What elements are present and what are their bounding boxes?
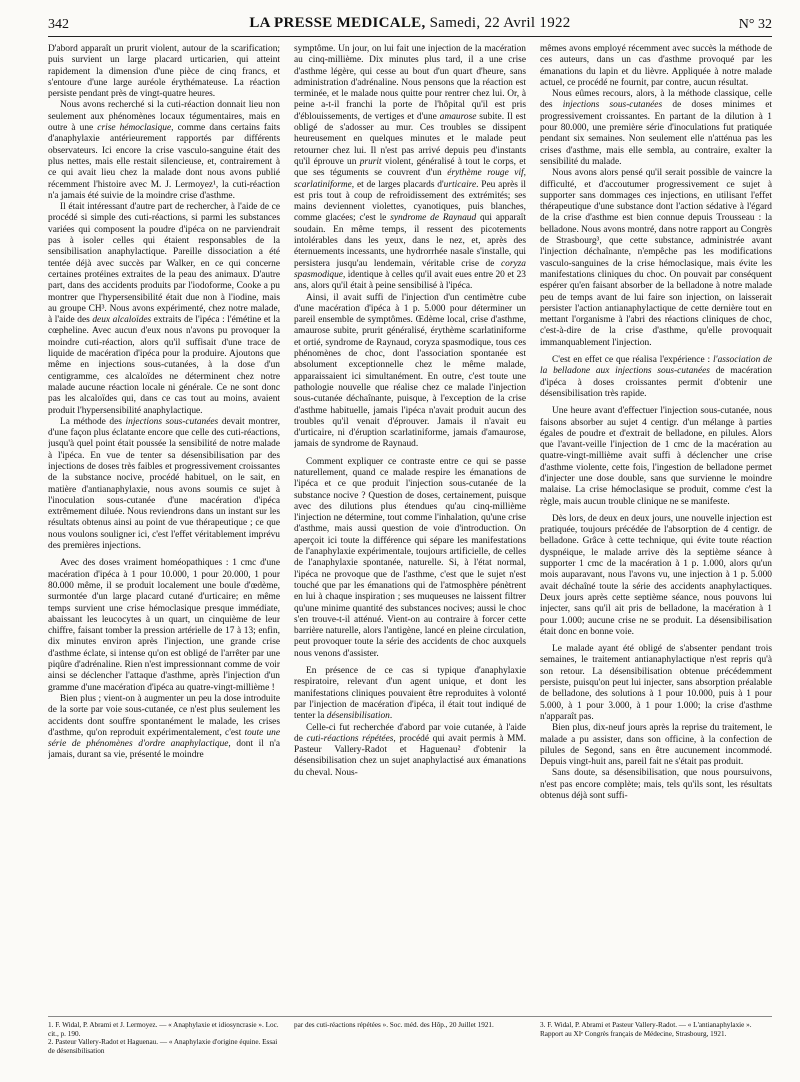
paragraph: Bien plus, dix-neuf jours après la reprise du traitement, le malade a pu assister, dans son officine, à la confection de pilules de Segond, sans en être aucunement incommodé. Depuis vingt-huit ans, pareil fait ne s'était pas produit. [540, 723, 772, 768]
footnote: 1. F. Widal, P. Abrami et J. Lermoyez. — « Anaphylaxie et idiosyncrasie ». Loc. cit., p. 190. [48, 1021, 279, 1038]
paragraph: Il était intéressant d'autre part de rechercher, à l'aide de ce procédé si simple des cuti-réactions, si parmi les substances variées qui composent la poudre d'ipéca on ne parviendrait pas à isoler celles qui étaient responsables de la sensibilisation anaphylactique. Pareille dissociation a été tentée déjà avec succès par Walker, en ce qui concerne certaines protéines extraites de la peau des animaux. D'autre part, dans des accidents produits par l'iodoforme, Cooke a pu montrer que l'hypersensibilité était due non à l'iodine, mais au groupe CH³. Nous avons expérimenté, chez notre malade, à l'aide des deux alcaloïdes extraits de l'ipéca : l'émétine et la cœpheline. Avec aucun d'eux nous n'avons pu provoquer la moindre cuti-réaction, alors qu'il suffisait d'une trace de liquide de macération d'ipéca pour la produire. Ajoutons que même en injections sous-cutanées, à la dose d'un centigramme, ces alcaloïdes ne déterminent chez notre malade aucune réaction locale ni générale. Ce ne sont donc pas les alcaloïdes qui, dans ce cas tout au moins, avaient produit l'hypersensibilité anaphylactique. [48, 202, 280, 416]
paragraph: Comment expliquer ce contraste entre ce qui se passe naturellement, quand ce malade respire les émanations de l'ipéca et ce que produit l'injection sous-cutanée de la substance nocive ? Question de doses, certainement, puisque avec des dilutions plus étendues qu'au cinq-millième l'injection ne détermine, tout comme l'inhalation, qu'une crise d'asthme, mais aussi question de voie d'introduction. On aperçoit ici toute la différence qui sépare les manifestations de l'anaphylaxie expérimentale, toujours artificielle, de celles de l'anaphylaxie spontanée, naturelle. Si, à l'état normal, l'ipéca ne provoque que de l'asthme, c'est que le sujet n'est touché que par les émanations qui de l'atmosphère pénètrent en lui à chaque inspiration ; ses muqueuses ne laissent filtrer qu'une minime quantité des substances nocives; aussi le choc s'en trouve-t-il atténué. Vient-on au contraire à forcer cette barrière naturelle, alors l'antigène, lancé en pleine circulation, peut provoquer toute la série des accidents de choc auxquels nous venons d'assister. [294, 456, 526, 659]
column-2 [294, 44, 526, 1012]
paragraph: mêmes avons employé récemment avec succès la méthode de ces auteurs, dans un cas d'asthme provoqué par les émanations du lapin et du lièvre. Appliquée à notre malade actuel, ce procédé ne fournit, par contre, aucun résultat. [540, 44, 772, 88]
paragraph: Nous avons recherché si la cuti-réaction donnait lieu non seulement aux phénomènes locaux tégumentaires, mais en outre à une crise hémoclasique, comme dans certains faits d'anaphylaxie antérieurement rapportés par différents observateurs. Ici encore la crise vasculo-sanguine était des plus nettes, mais elle restait silencieuse, et, contrairement à ce qui avait lieu chez la malade dont nous avons publié récemment l'histoire avec M. J. Lermoyez¹, la cuti-réaction n'a jamais été suivie de la moindre crise d'asthme. [48, 100, 280, 201]
page-number: 342 [48, 17, 69, 32]
paragraph: Bien plus ; vient-on à augmenter un peu la dose introduite de la sorte par voie sous-cutanée, ce n'est plus seulement les accidents dont souffre spontanément le malade, les crises d'asthme, qu'on reproduit expérimentalement, c'est toute une série de phénomènes d'ordre anaphylactique, dont il n'a jamais, durant sa vie, présenté le moindre [48, 693, 280, 761]
paragraph: Avec des doses vraiment homéopathiques : 1 cmc d'une macération d'ipéca à 1 pour 10.000, 1 pour 20.000, 1 pour 80.000 même, il se produit localement une boule d'œdème, surmontée d'un large placard cutané d'urticaire; en même temps survient une crise hémoclasique presque immédiate, abaissant les leucocytes à un quart, un cinquième de leur chiffre, faisant tomber la pression artérielle de 17 à 13; enfin, dix minutes environ après l'injection, une grande crise d'asthme éclate, si intense qu'on est obligé de l'arrêter par une piqûre d'adrénaline. Rien n'est impressionnant comme de voir ainsi se déclencher l'attaque d'asthme, après l'injection d'un gramme d'une macération d'ipéca au quatre-vingt-millième ! [48, 558, 280, 693]
running-title [48, 15, 772, 32]
paragraph: La méthode des injections sous-cutanées devait montrer, d'une façon plus éclatante encore que celle des cuti-réactions, jusqu'à quel point était poussée la sensibilité de notre malade à l'ipéca. En vue de tenter sa désensibilisation par des injections de doses très faibles et progressivement croissantes de la substance nocive, procédé habituel, on le sait, en matière d'antianaphylaxie, nous avons soumis ce sujet à l'inoculation sous-cutanée d'une macération d'ipéca extrêmement diluée. Nous reviendrons dans un instant sur les résultats obtenus ainsi au point de vue thérapeutique ; ce que nous voulons souligner ici, c'est l'effet véritablement imprévu des premières injections. [48, 416, 280, 552]
issue-number: N° 32 [738, 17, 772, 32]
footnote: 2. Pasteur Vallery-Radot et Haguenau. — « Anaphylaxie d'origine équine. Essai de désensibilisation [48, 1038, 278, 1055]
paragraph: Nous eûmes recours, alors, à la méthode classique, celle des injections sous-cutanées de doses minimes et progressivement croissantes. En partant de la dilution à 1 pour 80.000, une première série d'inoculations fut pratiquée pendant six semaines. Non seulement elle n'atténua pas les crises d'asthme, mais elle sembla, au contraire, exalter la sensibilité du malade. [540, 89, 772, 167]
paragraph: Ainsi, il avait suffi de l'injection d'un centimètre cube d'une macération d'ipéca à 1 p. 5.000 pour déterminer un pareil ensemble de symptômes. Œdème local, crise d'asthme, amaurose subite, prurit généralisé, érythème scarlatiniforme et ortié, syndrome de Raynaud, coryza spasmodique, tous ces phénomènes de choc, dont l'association spontanée est absolument exceptionnelle chez le même malade, apparaissaient ici simultanément. En outre, c'est toute une pathologie nouvelle que réalise chez ce malade l'injection sous-cutanée déchaînante, puisque, à l'exception de la crise d'asthme habituelle, jamais l'ipéca n'avait produit aucun des troubles qu'il venait d'éprouver. Jamais il n'avait eu d'urticaire, ni d'éruption scarlatiniforme, jamais d'amaurose, jamais de syndrome de Raynaud. [294, 292, 526, 450]
paragraph: Dès lors, de deux en deux jours, une nouvelle injection est pratiquée, toujours précédée de l'absorption de 4 centigr. de belladone. Grâce à cette technique, qui évite toute réaction dyspnéique, le malade arrive dès la septième séance à supporter 1 cmc de la macération à 1 p. 1.000, alors qu'un mois auparavant, nous l'avons vu, une injection à 1 p. 5.000 avait déchaîné toute la série des accidents anaphylactiques. Deux jours après cette septième séance, nous pouvons lui injecter, sans qu'il ait pris de belladone, la macération à 1 pour 1.000; aucune crise ne se produit. La désensibilisation était donc en bonne voie. [540, 513, 772, 637]
column-1 [48, 44, 280, 1012]
column-3 [540, 44, 772, 1012]
footnote: 3. F. Widal, P. Abrami et Pasteur Vallery-Radot. — « L'antianaphylaxie ». Rapport au XIᵉ Congrès français de Médecine, Strasbourg, 1921. [540, 1021, 752, 1038]
footnotes-column-1 [48, 1021, 280, 1077]
footnotes-column-3 [540, 1021, 772, 1077]
paragraph: Celle-ci fut recherchée d'abord par voie cutanée, à l'aide de cuti-réactions répétées, procédé qui avait permis à MM. Pasteur Vallery-Radot et Haguenau² d'obtenir la désensibilisation chez un sujet anaphylactisé aux émanations du cheval. Nous- [294, 722, 526, 778]
footnotes [48, 1016, 772, 1077]
paragraph: Le malade ayant été obligé de s'absenter pendant trois semaines, le traitement antianaphylactique n'est repris qu'à son retour. La désensibilisation obtenue précédemment persiste, puisqu'on peut lui injecter, sans absorption préalable de belladone, des solutions à 1 pour 10.000, puis à 1 pour 5.000, à 1 pour 3.000, à 1 pour 1.000; la crise d'asthme n'apparaît pas. [540, 644, 772, 722]
page-header [48, 14, 772, 37]
paragraph: Une heure avant d'effectuer l'injection sous-cutanée, nous faisons absorber au sujet 4 centigr. d'un mélange à parties égales de poudre et d'extrait de belladone, en pilules. Alors que l'avant-veille l'injection de 1 cmc de la macération au quatre-vingt-millième avait suffi à déclencher une crise d'asthme violente, cette fois, l'ingestion de belladone permet d'injecter une dose double, sans que survienne le moindre malaise. La crise hémoclasique se produit, comme c'est la règle, mais aucun trouble clinique ne se manifeste. [540, 406, 772, 507]
article-body [48, 44, 772, 1012]
paragraph: Nous avons alors pensé qu'il serait possible de vaincre la difficulté, et d'accoutumer progressivement ce sujet à supporter sans dommages ces injections, en utilisant l'effet thérapeutique d'une substance dont l'action sédative à l'égard de la crise d'asthme est bien connue depuis Trousseau : la belladone. Nous avons montré, dans notre rapport au Congrès de Strasbourg³, que cette substance, administrée avant l'injection déchaînante, n'empêche pas les modifications vasculo-sanguines de la crise hémoclasique, mais évite les manifestations cliniques du choc. On pouvait par conséquent espérer qu'en faisant absorber de la belladone à notre malade peu de temps avant de lui faire son injection, on laisserait persister l'action antianaphylactique de cette dernière tout en mettant l'organisme à l'abri des réactions cliniques de choc, c'est-à-dire de la crise d'asthme, qu'elle provoquait immanquablement l'injection. [540, 168, 772, 348]
journal-title: LA PRESSE MEDICALE, [249, 15, 426, 31]
issue-date: Samedi, 22 Avril 1922 [425, 15, 571, 31]
paragraph: C'est en effet ce que réalisa l'expérience : l'association de la belladone aux injections sous-cutanées de macération d'ipéca à doses croissantes permit d'obtenir une désensibilisation très rapide. [540, 355, 772, 399]
footnotes-column-2 [294, 1021, 526, 1077]
paragraph: Sans doute, sa désensibilisation, que nous poursuivons, n'est pas encore complète; mais, tels qu'ils sont, les résultats obtenus déjà sont suffi- [540, 768, 772, 801]
paragraph: D'abord apparaît un prurit violent, autour de la scarification; puis survient un large placard urticarien, qui atteint rapidement la dimension d'une pièce de cinq francs, et s'entoure d'une large auréole érythémateuse. La réaction persiste pendant près de vingt-quatre heures. [48, 44, 280, 100]
paragraph: symptôme. Un jour, on lui fait une injection de la macération au cinq-millième. Dix minutes plus tard, il a une crise d'asthme légère, qui cesse au bout d'un quart d'heure, sans administration d'adrénaline. Nous pensons que la réaction est terminée, et le malade nous quitte pour rentrer chez lui. Or, à peine a-t-il franchi la porte de l'hôpital qu'il est pris d'éblouissements, de vertiges et d'une amaurose subite. Il est obligé de s'adosser au mur. Ces troubles se dissipent heureusement en quelques minutes et le malade peut retourner chez lui. Il n'est pas arrivé depuis peu d'instants qu'il éprouve un prurit violent, généralisé à tout le corps, et que ses téguments se couvrent d'un érythème rouge vif, scarlatiniforme, et de larges placards d'urticaire. Peu après il est pris tout à coup de refroidissement des extrémités; ses mains deviennent violettes, cyanotiques, puis blanches, comme glacées; c'est le syndrome de Raynaud qui apparaît soudain. En même temps, il ressent des picotements intolérables dans les yeux, dans le nez, et, après des éternuements incessants, une hydrorrhée nasale s'installe, qui persistera jusqu'au lendemain, véritable crise de coryza spasmodique, identique à celles qu'il avait eues entre 20 et 23 ans, alors qu'il était à peine sensibilisé à l'ipéca. [294, 44, 526, 292]
footnote: par des cuti-réactions répétées ». Soc. méd. des Hôp., 20 Juillet 1921. [294, 1021, 494, 1029]
paragraph: En présence de ce cas si typique d'anaphylaxie respiratoire, relevant d'un agent unique, et dont les manifestations cliniques pouvaient être reproduites à volonté par l'injection de macération d'ipéca, il était tout indiqué de tenter la désensibilisation. [294, 666, 526, 722]
